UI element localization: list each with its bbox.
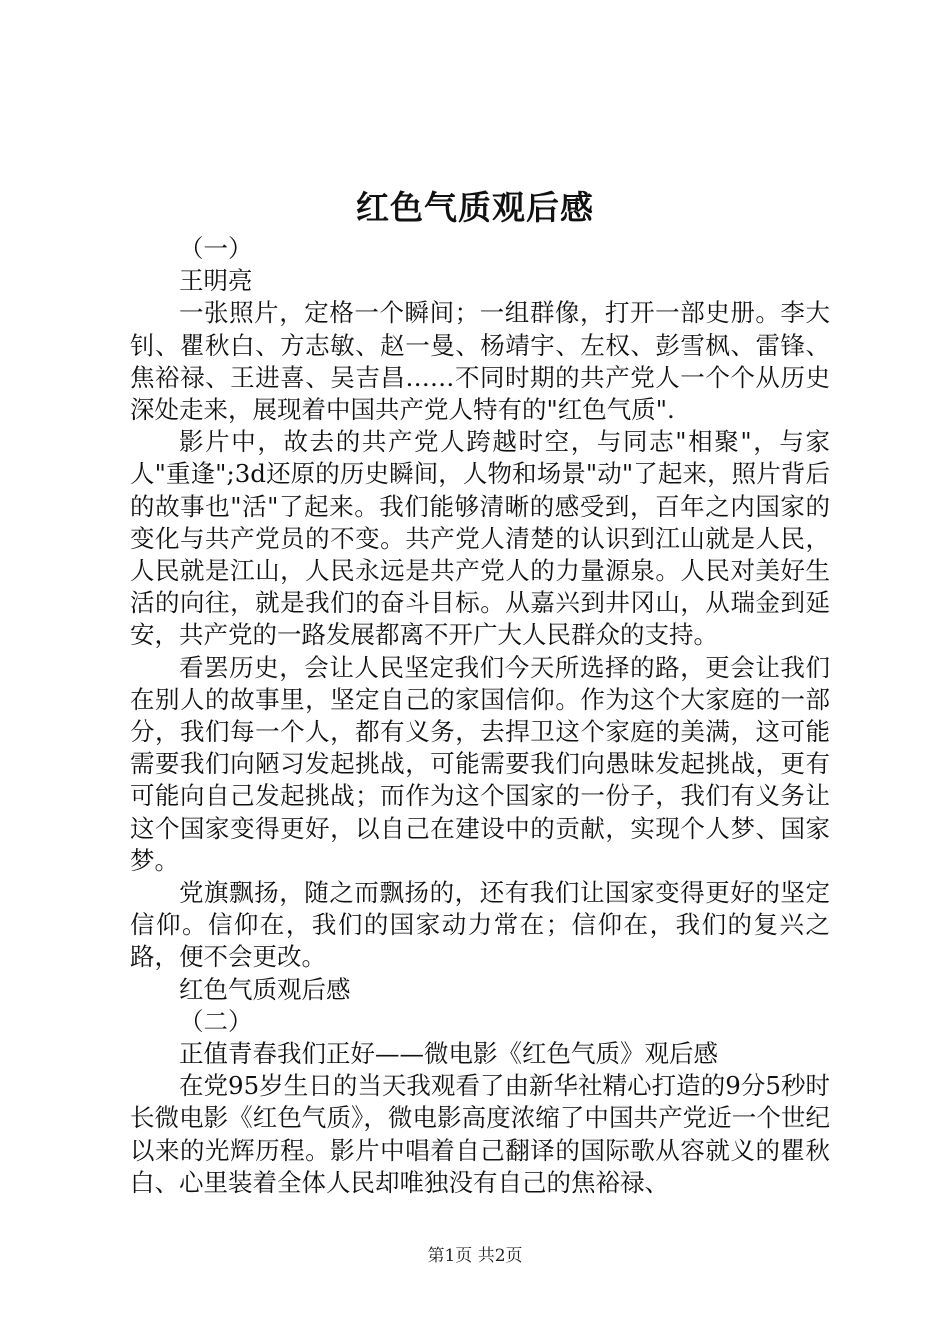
- document-body: [130, 233, 830, 1199]
- section-subtitle: 正值青春我们正好——微电影《红色气质》观后感: [179, 1039, 718, 1069]
- paragraph: 党旗飘扬，随之而飘扬的，还有我们让国家变得更好的坚定信仰。信仰在，我们的国家动力常在；信仰在，我们的复兴之路，便不会更改。: [130, 878, 830, 972]
- author-name: 王明亮: [179, 266, 253, 296]
- document-title: 红色气质观后感: [356, 188, 594, 227]
- page-footer: 第1页 共2页: [427, 1246, 523, 1266]
- paragraph: 看罢历史，会让人民坚定我们今天所选择的路，更会让我们在别人的故事里，坚定自己的家国信仰。作为这个大家庭的一部分，我们每一个人，都有义务，去捍卫这个家庭的美满，这可能需要我们向陋习发起挑战，可能需要我们向愚昧发起挑战，更有可能向自己发起挑战；而作为这个国家的一份子，我们有义务让这个国家变得更好，以自己在建设中的贡献，实现个人梦、国家梦。: [130, 652, 830, 875]
- paragraph: 在党95岁生日的当天我观看了由新华社精心打造的9分5秒时长微电影《红色气质》，微电影高度浓缩了中国共产党近一个世纪以来的光辉历程。影片中唱着自己翻译的国际歌从容就义的瞿秋白、心里装着全体人民却唯独没有自己的焦裕禄、: [130, 1071, 830, 1197]
- paragraph: 一张照片，定格一个瞬间；一组群像，打开一部史册。李大钊、瞿秋白、方志敏、赵一曼、杨靖宇、左权、彭雪枫、雷锋、焦裕禄、王进喜、吴吉昌……不同时期的共产党人一个个从历史深处走来，展现着中国共产党人特有的"红色气质".: [130, 298, 830, 425]
- section-heading: 红色气质观后感: [179, 974, 351, 1004]
- section-number: （一）: [179, 234, 253, 263]
- paragraph: 影片中，故去的共产党人跨越时空，与同志"相聚"，与家人"重逢";3d还原的历史瞬间，人物和场景"动"了起来，照片背后的故事也"活"了起来。我们能够清晰的感受到，百年之内国家的变化与共产党员的不变。共产党人清楚的认识到江山就是人民，人民就是江山，人民永远是共产党人的力量源泉。人民对美好生活的向往，就是我们的奋斗目标。从嘉兴到井冈山，从瑞金到延安，共产党的一路发展都离不开广大人民群众的支持。: [130, 427, 830, 650]
- section-number: （二）: [179, 1006, 253, 1036]
